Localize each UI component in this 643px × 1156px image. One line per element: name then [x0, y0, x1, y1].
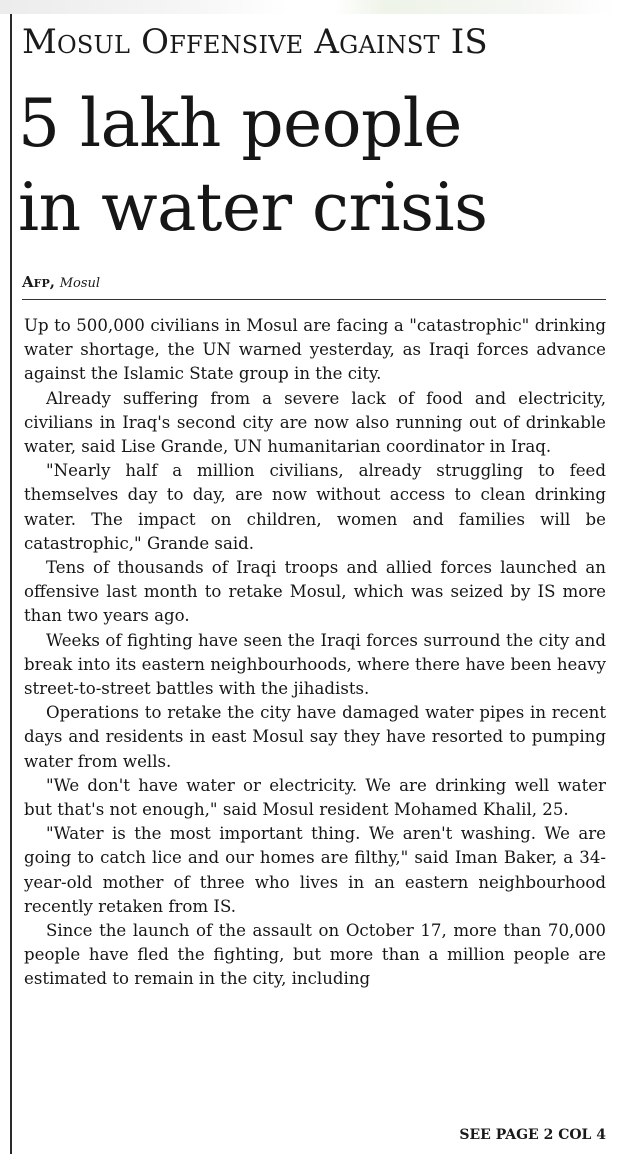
headline-line-1: 5 lakh people [18, 85, 462, 162]
headline [18, 82, 633, 250]
article-paragraph: Weeks of fighting have seen the Iraqi forces surround the city and break into its eastern neighbourhoods, where there have been heavy street-to-street battles with the jihadists. [24, 630, 606, 699]
byline-dateline: Mosul [59, 276, 101, 291]
article-paragraph: "Water is the most important thing. We aren't washing. We are going to catch lice and our homes are filthy," said Iman Baker, a 34-year-old mother of three who lives in an eastern neighbourhood recently retaken from IS. [24, 824, 606, 916]
article-body [24, 314, 606, 992]
byline [22, 272, 100, 294]
article-paragraph: "Nearly half a million civilians, already struggling to feed themselves day to day, are now without access to clean drinking water. The impact on children, women and families will be catastrophic," Grande said. [24, 461, 606, 553]
page-top-strip [0, 0, 643, 14]
byline-agency: Afp [22, 273, 50, 291]
byline-separator: , [49, 273, 55, 291]
article-paragraph: Tens of thousands of Iraqi troops and allied forces launched an offensive last month to retake Mosul, which was seized by IS more than two years ago. [24, 558, 606, 626]
article-paragraph: Operations to retake the city have damaged water pipes in recent days and residents in east Mosul say they have resorted to pumping water from wells. [24, 703, 606, 771]
article-paragraph: Up to 500,000 civilians in Mosul are facing a "catastrophic" drinking water shortage, the UN warned yesterday, as Iraqi forces advance against the Islamic State group in the city. [24, 316, 606, 384]
kicker-heading: Mosul Offensive Against IS [22, 22, 488, 62]
article-paragraph: "We don't have water or electricity. We are drinking well water but that's not enough," said Mosul resident Mohamed Khalil, 25. [24, 775, 606, 820]
byline-divider [22, 299, 606, 300]
column-rule [10, 14, 12, 1154]
article-paragraph: Since the launch of the assault on October 17, more than 70,000 people have fled the fighting, but more than a million people are estimated to remain in the city, including [24, 921, 606, 989]
continuation-jump-line[interactable]: SEE PAGE 2 COL 4 [459, 1127, 606, 1143]
article-paragraph: Already suffering from a severe lack of food and electricity, civilians in Iraq's second city are now also running out of drinkable water, said Lise Grande, UN humanitarian coordinator in Iraq. [24, 388, 606, 457]
headline-line-2: in water crisis [18, 169, 488, 246]
